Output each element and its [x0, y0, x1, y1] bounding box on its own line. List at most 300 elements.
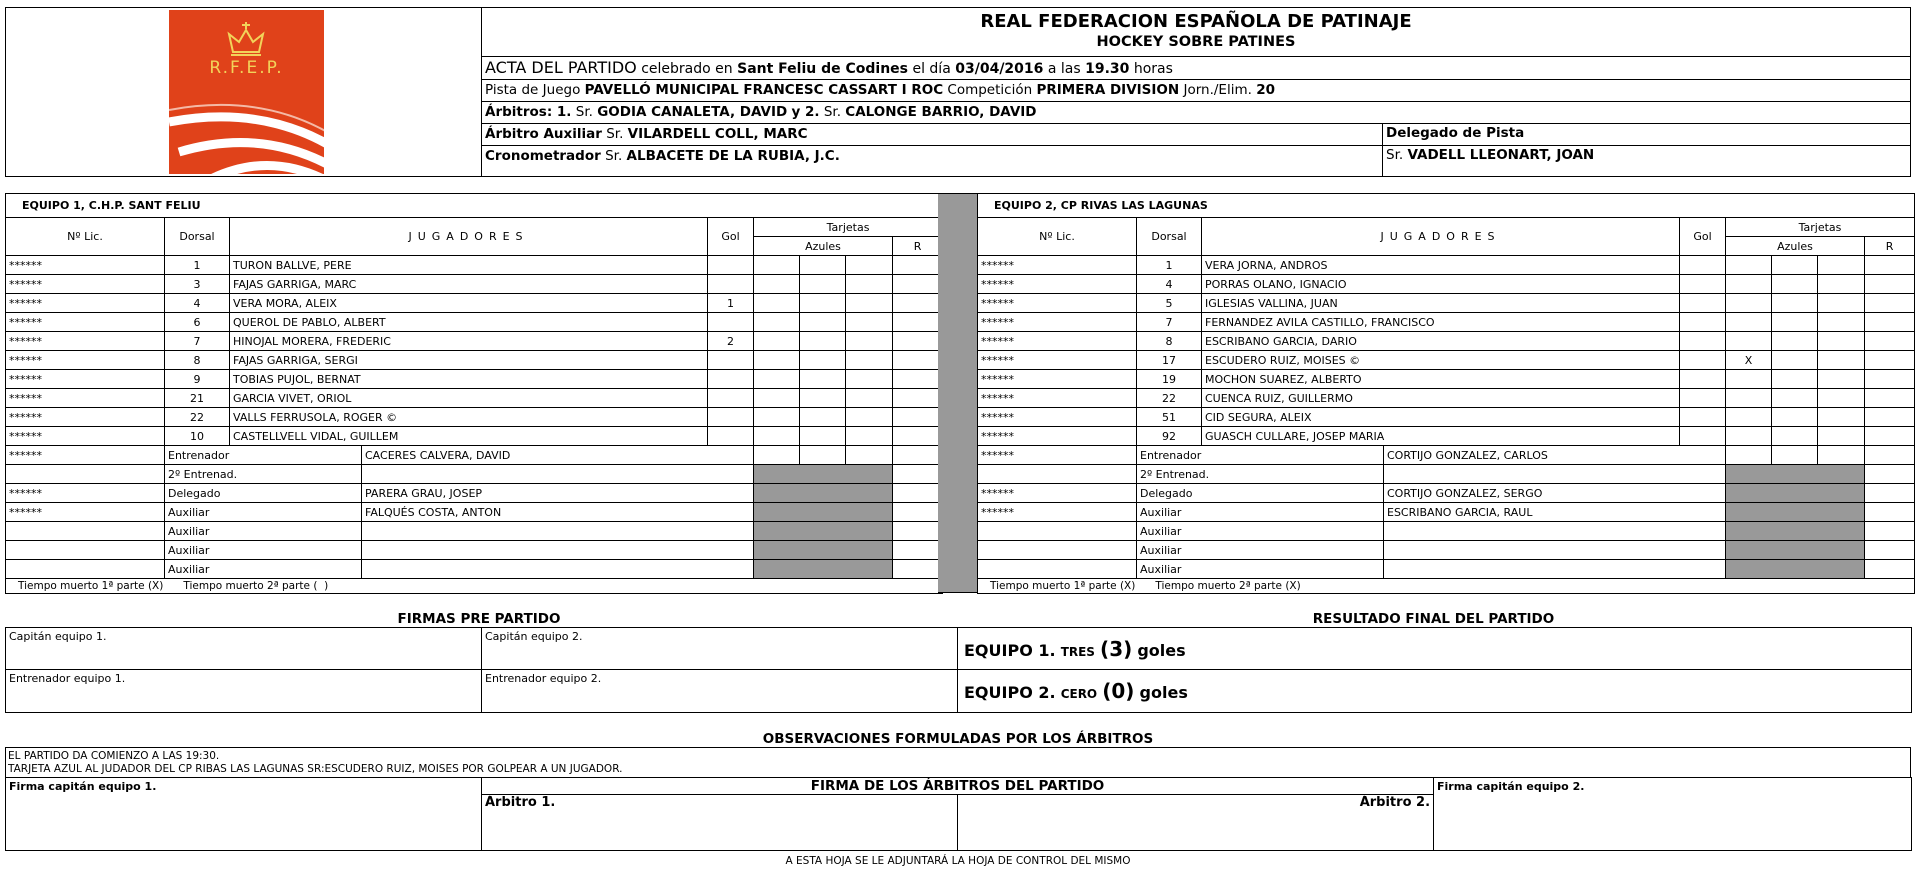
staff-license	[978, 465, 1137, 484]
staff-card-blocked	[1726, 560, 1865, 579]
red-card	[893, 351, 943, 370]
staff-red-card	[1865, 446, 1915, 465]
player-license: ******	[978, 408, 1137, 427]
player-goals	[708, 389, 754, 408]
player-goals	[1680, 256, 1726, 275]
player-license: ******	[6, 427, 165, 446]
captain2-final-label: Firma capitán equipo 2.	[1434, 778, 1912, 795]
player-license: ******	[6, 294, 165, 313]
player-name: VALLS FERRUSOLA, ROGER ©	[230, 408, 708, 427]
staff-name	[1384, 522, 1726, 541]
player-dorsal: 51	[1137, 408, 1202, 427]
staff-row	[978, 560, 1915, 579]
blue-card-2	[1772, 332, 1818, 351]
staff-license: ******	[978, 503, 1137, 522]
blue-card-3	[846, 294, 893, 313]
blue-card-3	[846, 370, 893, 389]
player-name: MOCHON SUAREZ, ALBERTO	[1202, 370, 1680, 389]
staff-row	[6, 465, 943, 484]
player-name: VERA JORNA, ANDROS	[1202, 256, 1680, 275]
player-goals	[708, 427, 754, 446]
staff-name: PARERA GRAU, JOSEP	[362, 484, 754, 503]
staff-row	[6, 522, 943, 541]
staff-red-card	[1865, 541, 1915, 560]
red-card	[1865, 389, 1915, 408]
player-dorsal: 7	[165, 332, 230, 351]
player-dorsal: 8	[1137, 332, 1202, 351]
blue-card-1	[1726, 256, 1772, 275]
player-row	[978, 389, 1915, 408]
player-name: QUEROL DE PABLO, ALBERT	[230, 313, 708, 332]
blue-card-1	[1726, 408, 1772, 427]
team-name: EQUIPO 1, C.H.P. SANT FELIU	[6, 194, 943, 218]
player-license: ******	[978, 351, 1137, 370]
blue-card-1	[754, 275, 800, 294]
player-name: FERNANDEZ AVILA CASTILLO, FRANCISCO	[1202, 313, 1680, 332]
blue-card-2	[1772, 313, 1818, 332]
player-dorsal: 5	[1137, 294, 1202, 313]
staff-license: ******	[6, 446, 165, 465]
staff-license	[6, 522, 165, 541]
staff-row	[978, 522, 1915, 541]
red-card	[1865, 294, 1915, 313]
staff-red-card	[1865, 465, 1915, 484]
player-dorsal: 21	[165, 389, 230, 408]
staff-row	[978, 503, 1915, 522]
staff-role: Auxiliar	[165, 560, 362, 579]
rfep-logo	[169, 10, 324, 174]
blue-card-2	[800, 256, 846, 275]
player-goals	[1680, 427, 1726, 446]
staff-card-blocked	[1726, 522, 1865, 541]
staff-license	[6, 541, 165, 560]
staff-card-2	[800, 446, 846, 465]
blue-card-2	[800, 427, 846, 446]
player-dorsal: 4	[165, 294, 230, 313]
player-row	[6, 256, 943, 275]
blue-card-3	[1818, 351, 1865, 370]
player-row	[978, 294, 1915, 313]
player-row	[978, 351, 1915, 370]
player-row	[6, 351, 943, 370]
col-r: R	[1865, 237, 1915, 256]
player-row	[978, 370, 1915, 389]
staff-license: ******	[6, 484, 165, 503]
blue-card-1	[754, 256, 800, 275]
col-azules: Azules	[754, 237, 893, 256]
blue-card-3	[1818, 294, 1865, 313]
blue-card-3	[846, 313, 893, 332]
sport-title: HOCKEY SOBRE PATINES	[1096, 34, 1296, 50]
red-card	[893, 370, 943, 389]
player-dorsal: 17	[1137, 351, 1202, 370]
staff-card-2	[1772, 446, 1818, 465]
timeouts: Tiempo muerto 1ª parte (X) Tiempo muerto 2ª parte ( )	[6, 579, 943, 594]
player-row	[978, 332, 1915, 351]
col-r: R	[893, 237, 943, 256]
player-row	[6, 332, 943, 351]
player-name: FAJAS GARRIGA, MARC	[230, 275, 708, 294]
blue-card-2	[800, 332, 846, 351]
blue-card-1	[754, 389, 800, 408]
staff-card-blocked	[754, 503, 893, 522]
staff-row	[978, 446, 1915, 465]
player-license: ******	[978, 370, 1137, 389]
blue-card-3	[846, 351, 893, 370]
player-row	[6, 408, 943, 427]
blue-card-3	[846, 408, 893, 427]
player-goals	[1680, 389, 1726, 408]
blue-card-1	[754, 332, 800, 351]
staff-name: CACERES CALVERA, DAVID	[362, 446, 754, 465]
blue-card-2	[1772, 275, 1818, 294]
blue-card-1	[1726, 275, 1772, 294]
red-card	[1865, 408, 1915, 427]
red-card	[1865, 351, 1915, 370]
staff-license: ******	[978, 446, 1137, 465]
staff-row	[6, 503, 943, 522]
captain1-final-signature[interactable]	[6, 795, 482, 851]
player-goals	[708, 313, 754, 332]
player-goals	[708, 275, 754, 294]
player-goals: 2	[708, 332, 754, 351]
logo-cell	[6, 8, 482, 176]
red-card	[1865, 256, 1915, 275]
player-license: ******	[6, 408, 165, 427]
blue-card-3	[1818, 370, 1865, 389]
blue-card-1	[1726, 427, 1772, 446]
blue-card-1	[754, 313, 800, 332]
pista-row: Pista de Juego PAVELLÓ MUNICIPAL FRANCESC CASSART I ROC Competición PRIMERA DIVISION Jorn./Elim. 20	[482, 79, 1910, 101]
staff-license	[978, 522, 1137, 541]
team-name: EQUIPO 2, CP RIVAS LAS LAGUNAS	[978, 194, 1915, 218]
blue-card-1	[754, 427, 800, 446]
player-goals	[708, 256, 754, 275]
blue-card-2	[1772, 427, 1818, 446]
player-row	[6, 294, 943, 313]
blue-card-2	[800, 294, 846, 313]
blue-card-2	[1772, 294, 1818, 313]
delegado-pista-label: Delegado de Pista	[1386, 125, 1525, 141]
staff-role: Entrenador	[165, 446, 362, 465]
staff-red-card	[893, 446, 943, 465]
player-goals	[1680, 313, 1726, 332]
player-license: ******	[978, 294, 1137, 313]
staff-row	[6, 560, 943, 579]
player-row	[978, 408, 1915, 427]
captain2-signature[interactable]: Capitán equipo 2.	[482, 628, 958, 670]
col-dorsal: Dorsal	[1137, 218, 1202, 256]
player-license: ******	[6, 332, 165, 351]
red-card	[893, 389, 943, 408]
staff-row	[978, 541, 1915, 560]
red-card	[1865, 313, 1915, 332]
staff-card-blocked	[1726, 465, 1865, 484]
coach2-signature[interactable]: Entrenador equipo 2.	[482, 670, 958, 713]
blue-card-3	[846, 389, 893, 408]
blue-card-1	[754, 294, 800, 313]
blue-card-2	[800, 370, 846, 389]
red-card	[1865, 370, 1915, 389]
player-license: ******	[978, 275, 1137, 294]
staff-role: Delegado	[165, 484, 362, 503]
staff-red-card	[893, 503, 943, 522]
player-license: ******	[978, 427, 1137, 446]
staff-row	[6, 484, 943, 503]
player-dorsal: 1	[1137, 256, 1202, 275]
firmas-title: FIRMAS PRE PARTIDO	[397, 611, 561, 627]
staff-role: 2º Entrenad.	[1137, 465, 1384, 484]
player-row	[978, 256, 1915, 275]
red-card	[1865, 332, 1915, 351]
blue-card-1	[754, 370, 800, 389]
staff-name: FALQUÉS COSTA, ANTON	[362, 503, 754, 522]
staff-red-card	[893, 541, 943, 560]
player-goals	[1680, 275, 1726, 294]
crown-icon	[169, 10, 324, 174]
blue-card-2	[800, 313, 846, 332]
player-dorsal: 1	[165, 256, 230, 275]
staff-red-card	[893, 484, 943, 503]
staff-name	[362, 522, 754, 541]
player-dorsal: 19	[1137, 370, 1202, 389]
player-row	[6, 370, 943, 389]
player-row	[978, 313, 1915, 332]
staff-role: Auxiliar	[165, 522, 362, 541]
player-dorsal: 8	[165, 351, 230, 370]
player-goals	[1680, 332, 1726, 351]
staff-role: Delegado	[1137, 484, 1384, 503]
staff-name: CORTIJO GONZALEZ, SERGO	[1384, 484, 1726, 503]
resultado-title: RESULTADO FINAL DEL PARTIDO	[1312, 611, 1555, 627]
timeouts: Tiempo muerto 1ª parte (X) Tiempo muerto 2ª parte (X)	[978, 579, 1915, 594]
red-card	[1865, 275, 1915, 294]
staff-red-card	[1865, 484, 1915, 503]
player-license: ******	[6, 370, 165, 389]
captain1-final-label: Firma capitán equipo 1.	[6, 778, 482, 795]
col-gol: Gol	[708, 218, 754, 256]
staff-red-card	[893, 465, 943, 484]
player-row	[6, 427, 943, 446]
player-license: ******	[6, 313, 165, 332]
player-name: TURON BALLVE, PERE	[230, 256, 708, 275]
result-team1: EQUIPO 1. TRES (3) goles	[958, 628, 1912, 670]
blue-card-2	[1772, 408, 1818, 427]
player-name: TOBIAS PUJOL, BERNAT	[230, 370, 708, 389]
staff-card-blocked	[1726, 541, 1865, 560]
col-jugadores: JUGADORES	[1202, 218, 1680, 256]
staff-name	[1384, 541, 1726, 560]
blue-card-2	[800, 275, 846, 294]
player-name: GARCIA VIVET, ORIOL	[230, 389, 708, 408]
red-card	[893, 313, 943, 332]
col-tarjetas: Tarjetas	[1726, 218, 1915, 237]
observacion-line: EL PARTIDO DA COMIENZO A LAS 19:30.	[8, 750, 220, 762]
team-separator	[938, 193, 978, 593]
staff-row	[978, 484, 1915, 503]
player-name: CID SEGURA, ALEIX	[1202, 408, 1680, 427]
blue-card-2	[800, 351, 846, 370]
player-license: ******	[978, 256, 1137, 275]
staff-card-blocked	[754, 465, 893, 484]
player-name: FAJAS GARRIGA, SERGI	[230, 351, 708, 370]
blue-card-3	[1818, 427, 1865, 446]
player-license: ******	[6, 389, 165, 408]
blue-card-1	[1726, 370, 1772, 389]
blue-card-2	[1772, 389, 1818, 408]
player-goals	[708, 408, 754, 427]
blue-card-3	[846, 332, 893, 351]
player-row	[6, 389, 943, 408]
staff-role: Entrenador	[1137, 446, 1384, 465]
staff-card-blocked	[754, 541, 893, 560]
blue-card-1	[754, 351, 800, 370]
captain2-final-signature[interactable]	[1434, 795, 1912, 851]
player-dorsal: 6	[165, 313, 230, 332]
staff-name	[362, 465, 754, 484]
player-license: ******	[978, 332, 1137, 351]
captain1-signature[interactable]: Capitán equipo 1.	[6, 628, 482, 670]
coach1-signature[interactable]: Entrenador equipo 1.	[6, 670, 482, 713]
red-card	[893, 275, 943, 294]
staff-license: ******	[6, 503, 165, 522]
player-dorsal: 10	[165, 427, 230, 446]
staff-red-card	[1865, 560, 1915, 579]
player-license: ******	[6, 275, 165, 294]
staff-card-blocked	[754, 560, 893, 579]
logo-text: R.F.E.P.	[209, 58, 284, 78]
staff-role: Auxiliar	[165, 503, 362, 522]
player-goals	[1680, 408, 1726, 427]
red-card	[893, 427, 943, 446]
firmas-final-table	[5, 777, 1912, 851]
acta-row: ACTA DEL PARTIDO celebrado en Sant Feliu de Codines el día 03/04/2016 a las 19.30 horas	[482, 56, 1910, 78]
player-goals	[708, 351, 754, 370]
red-card	[1865, 427, 1915, 446]
player-name: IGLESIAS VALLINA, JUAN	[1202, 294, 1680, 313]
staff-name	[362, 541, 754, 560]
staff-license	[978, 541, 1137, 560]
staff-license	[6, 465, 165, 484]
crono-row: Cronometrador Sr. ALBACETE DE LA RUBIA, J.C.	[482, 145, 1910, 167]
result-team2: EQUIPO 2. CERO (0) goles	[958, 670, 1912, 713]
player-row	[978, 275, 1915, 294]
staff-license	[978, 560, 1137, 579]
staff-role: Auxiliar	[1137, 522, 1384, 541]
player-dorsal: 4	[1137, 275, 1202, 294]
staff-name: CORTIJO GONZALEZ, CARLOS	[1384, 446, 1726, 465]
player-license: ******	[978, 389, 1137, 408]
aux-row: Árbitro Auxiliar Sr. VILARDELL COLL, MARC	[482, 123, 1910, 145]
blue-card-3	[846, 427, 893, 446]
blue-card-3	[846, 275, 893, 294]
staff-role: Auxiliar	[1137, 541, 1384, 560]
staff-card-blocked	[754, 484, 893, 503]
player-goals	[1680, 370, 1726, 389]
staff-role: Auxiliar	[1137, 503, 1384, 522]
staff-card-1	[1726, 446, 1772, 465]
arbitro2-signature[interactable]: Árbitro 2.	[958, 795, 1434, 851]
staff-role: Auxiliar	[165, 541, 362, 560]
staff-red-card	[1865, 503, 1915, 522]
blue-card-1: X	[1726, 351, 1772, 370]
staff-red-card	[1865, 522, 1915, 541]
staff-row	[6, 446, 943, 465]
player-dorsal: 3	[165, 275, 230, 294]
player-goals	[708, 370, 754, 389]
blue-card-1	[1726, 294, 1772, 313]
red-card	[893, 294, 943, 313]
player-name: CUENCA RUIZ, GUILLERMO	[1202, 389, 1680, 408]
col-gol: Gol	[1680, 218, 1726, 256]
blue-card-2	[1772, 370, 1818, 389]
federation-title: REAL FEDERACION ESPAÑOLA DE PATINAJE	[980, 11, 1412, 32]
arbitros-firma-title: FIRMA DE LOS ÁRBITROS DEL PARTIDO	[482, 778, 1434, 795]
player-name: GUASCH CULLARE, JOSEP MARIA	[1202, 427, 1680, 446]
blue-card-2	[800, 389, 846, 408]
red-card	[893, 256, 943, 275]
blue-card-1	[754, 408, 800, 427]
staff-role: Auxiliar	[1137, 560, 1384, 579]
staff-card-blocked	[754, 522, 893, 541]
staff-card-blocked	[1726, 503, 1865, 522]
player-goals	[1680, 294, 1726, 313]
red-card	[893, 332, 943, 351]
arbitros-row: Árbitros: 1. Sr. GODIA CANALETA, DAVID y 2. Sr. CALONGE BARRIO, DAVID	[482, 101, 1910, 123]
staff-red-card	[893, 522, 943, 541]
player-row	[6, 313, 943, 332]
player-dorsal: 7	[1137, 313, 1202, 332]
col-tarjetas: Tarjetas	[754, 218, 943, 237]
player-dorsal: 9	[165, 370, 230, 389]
player-name: ESCUDERO RUIZ, MOISES ©	[1202, 351, 1680, 370]
player-license: ******	[978, 313, 1137, 332]
staff-row	[978, 465, 1915, 484]
col-lic: Nº Lic.	[978, 218, 1137, 256]
player-name: CASTELLVELL VIDAL, GUILLEM	[230, 427, 708, 446]
blue-card-3	[1818, 313, 1865, 332]
blue-card-2	[800, 408, 846, 427]
staff-card-3	[846, 446, 893, 465]
staff-row	[6, 541, 943, 560]
staff-card-3	[1818, 446, 1865, 465]
team2-table	[977, 193, 1915, 594]
col-dorsal: Dorsal	[165, 218, 230, 256]
player-name: HINOJAL MORERA, FREDERIC	[230, 332, 708, 351]
arbitro1-signature[interactable]: Árbitro 1.	[482, 795, 958, 851]
blue-card-3	[1818, 256, 1865, 275]
blue-card-1	[1726, 332, 1772, 351]
player-goals: 1	[708, 294, 754, 313]
player-row	[978, 427, 1915, 446]
observaciones-box	[5, 747, 1911, 778]
staff-name: ESCRIBANO GARCIA, RAUL	[1384, 503, 1726, 522]
team1-table	[5, 193, 943, 594]
match-header	[5, 7, 1911, 177]
staff-license: ******	[978, 484, 1137, 503]
delegado-pista: Sr. VADELL LLEONART, JOAN	[1386, 147, 1595, 163]
blue-card-3	[1818, 408, 1865, 427]
col-lic: Nº Lic.	[6, 218, 165, 256]
player-dorsal: 92	[1137, 427, 1202, 446]
staff-card-1	[754, 446, 800, 465]
player-row	[6, 275, 943, 294]
blue-card-2	[1772, 256, 1818, 275]
player-license: ******	[6, 256, 165, 275]
player-dorsal: 22	[165, 408, 230, 427]
staff-card-blocked	[1726, 484, 1865, 503]
blue-card-3	[1818, 389, 1865, 408]
